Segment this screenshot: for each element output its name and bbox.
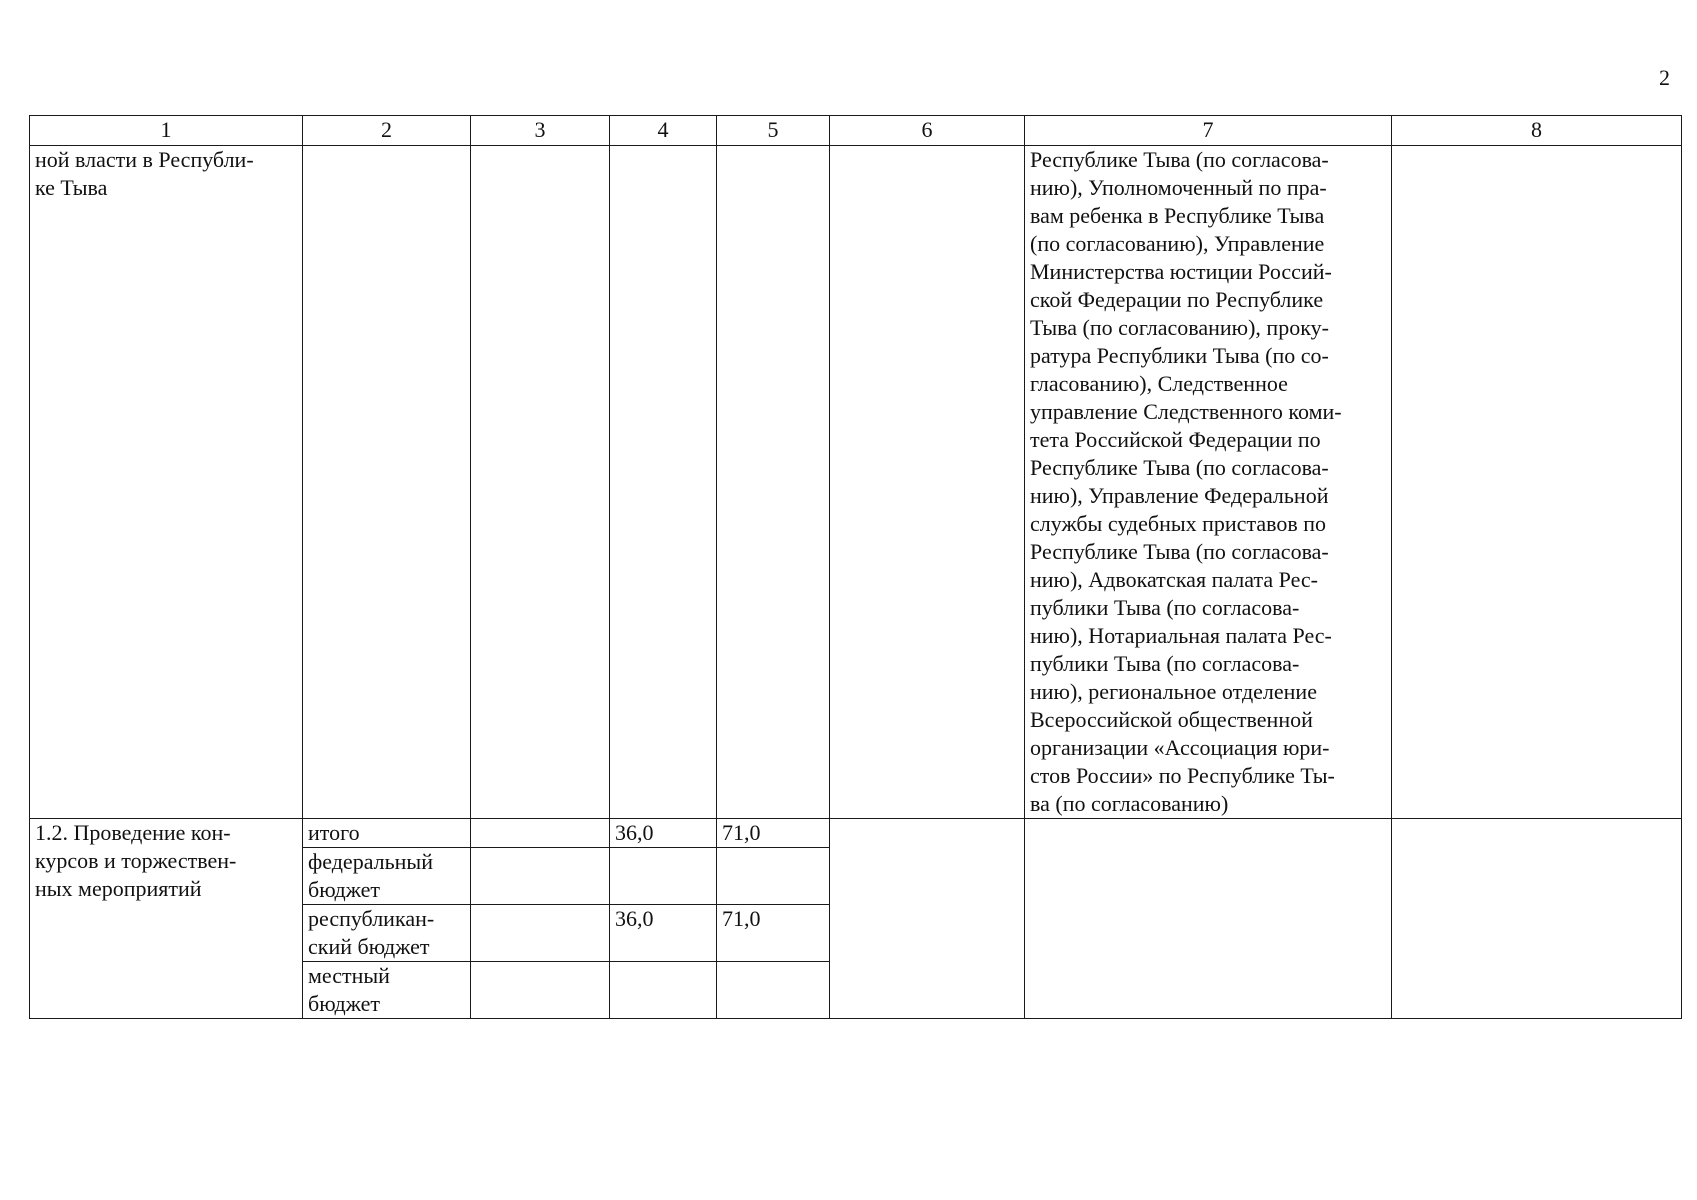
header-col-1: 1: [30, 116, 303, 146]
responsible-organizations: Республике Тыва (по согласова- нию), Уполномоченный по пра- вам ребенка в Республике Тыва (по согласованию), Управление Министерства юстиции Россий- ской Федерации по Республике Тыва (по согласованию), проку- ратура Республики Тыва (по со- гласованию), Следственное управление Следственного коми- тета Российской Федерации по Республике Тыва (по согласова- нию), Управление Федеральной службы судебных приставов по Республике Тыва (по согласова- нию), Адвокатская палата Рес- публики Тыва (по согласова- нию), Нотариальная палата Рес- публики Тыва (по согласова- нию), региональное отделение Всероссийской общественной организации «Ассоциация юри- стов России» по Республике Ты- ва (по согласованию): [1030, 147, 1342, 816]
program-table: [29, 115, 1682, 1019]
header-col-6: 6: [830, 116, 1025, 146]
row-1-2-label-total: итого: [303, 819, 471, 848]
row-continued-col-8: [1392, 146, 1682, 819]
row-1-2-total-col-4: 36,0: [610, 819, 717, 848]
row-continued-col-4: [610, 146, 717, 819]
row-continued-col-2: [303, 146, 471, 819]
row-1-2-republican-col-4: 36,0: [610, 905, 717, 962]
row-continued-col-3: [471, 146, 610, 819]
header-row: [30, 116, 1682, 146]
header-col-5: 5: [717, 116, 830, 146]
row-1-2-federal-col-4: [610, 848, 717, 905]
row-1-2-federal-col-5: [717, 848, 830, 905]
row-continued-col-1: [30, 146, 303, 819]
row-1-2-republican-col-5: 71,0: [717, 905, 830, 962]
row-1-2-label-republican: республикан- ский бюджет: [303, 905, 471, 962]
row-1-2-local-col-3: [471, 962, 610, 1019]
table-row-continued: [30, 146, 1682, 819]
row-1-2-total-col-3: [471, 819, 610, 848]
row-1-2-col-8: [1392, 819, 1682, 1019]
row-1-2-federal-col-3: [471, 848, 610, 905]
header-col-7: 7: [1025, 116, 1392, 146]
page-number: 2: [1659, 65, 1670, 90]
row-continued-col-6: [830, 146, 1025, 819]
row-1-2-local-col-5: [717, 962, 830, 1019]
row-1-2-col-7: [1025, 819, 1392, 1019]
row-continued-col-5: [717, 146, 830, 819]
header-col-3: 3: [471, 116, 610, 146]
row-continued-title: ной власти в Республи- ке Тыва: [35, 147, 254, 200]
table-row-1-2-total: [30, 819, 1682, 848]
row-1-2-col-1: [30, 819, 303, 1019]
row-1-2-label-federal: федеральный бюджет: [303, 848, 471, 905]
row-1-2-title: 1.2. Проведение кон- курсов и торжествен- ных мероприятий: [35, 820, 237, 901]
row-1-2-label-local: местный бюджет: [303, 962, 471, 1019]
header-col-4: 4: [610, 116, 717, 146]
row-1-2-col-6: [830, 819, 1025, 1019]
header-col-2: 2: [303, 116, 471, 146]
header-col-8: 8: [1392, 116, 1682, 146]
row-1-2-local-col-4: [610, 962, 717, 1019]
row-1-2-republican-col-3: [471, 905, 610, 962]
row-1-2-total-col-5: 71,0: [717, 819, 830, 848]
row-continued-col-7: [1025, 146, 1392, 819]
